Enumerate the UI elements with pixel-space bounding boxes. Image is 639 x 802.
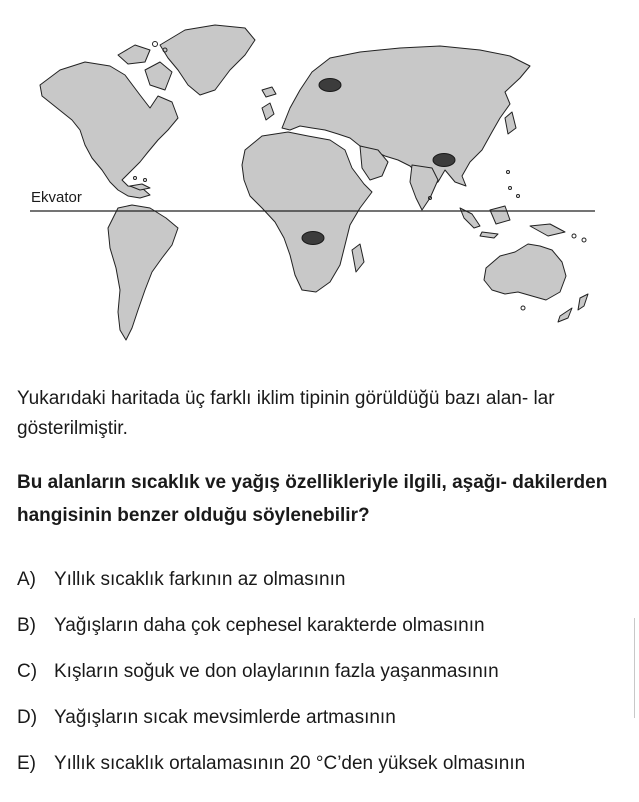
option-letter: B)	[17, 615, 36, 636]
small-island	[134, 177, 137, 180]
option-letter: A)	[17, 569, 36, 590]
option-e[interactable]	[17, 750, 627, 796]
option-text: Kışların soğuk ve don olaylarının fazla yaşanmasının	[54, 661, 499, 682]
option-text: Yıllık sıcaklık ortalamasının 20 °C’den yüksek olmasının	[54, 753, 526, 774]
option-letter: D)	[17, 707, 38, 728]
british-isles	[262, 103, 274, 120]
option-text: Yıllık sıcaklık farkının az olmasının	[54, 569, 346, 590]
borneo	[490, 206, 510, 224]
equator-label: Ekvator	[31, 189, 82, 206]
small-island	[144, 179, 147, 182]
option-b[interactable]	[17, 612, 627, 658]
baffin-island	[145, 62, 172, 90]
small-island	[572, 234, 576, 238]
madagascar	[352, 244, 364, 272]
japan	[505, 112, 516, 134]
new-guinea	[530, 224, 565, 236]
option-c[interactable]	[17, 658, 627, 704]
india	[410, 165, 438, 210]
australia	[484, 244, 566, 300]
small-island	[153, 42, 158, 47]
question-text: Bu alanların sıcaklık ve yağış özellikleriyle ilgili, aşağı- dakilerden hangisinin benzer olduğu söylenebilir?	[17, 472, 608, 526]
intro-text: Yukarıdaki haritada üç farklı iklim tipinin görüldüğü bazı alan- lar gösterilmiştir.	[17, 388, 555, 439]
small-island	[507, 171, 510, 174]
world-map	[0, 0, 639, 360]
marker-south-asia	[433, 154, 455, 167]
small-island	[509, 187, 512, 190]
small-island	[521, 306, 525, 310]
java	[480, 232, 498, 238]
option-letter: E)	[17, 753, 36, 774]
page-edge-mark	[634, 618, 635, 718]
marker-europe	[319, 79, 341, 92]
iceland	[262, 87, 276, 97]
answer-options	[17, 566, 627, 796]
option-text: Yağışların sıcak mevsimlerde artmasının	[54, 707, 396, 728]
small-island	[582, 238, 586, 242]
option-text: Yağışların daha çok cephesel karakterde olmasının	[54, 615, 485, 636]
small-island	[517, 195, 520, 198]
option-d[interactable]	[17, 704, 627, 750]
marker-central-africa	[302, 232, 324, 245]
south-america	[108, 205, 178, 340]
arctic-islands	[118, 45, 150, 64]
africa	[242, 132, 372, 292]
new-zealand	[578, 294, 588, 310]
greenland	[160, 25, 255, 95]
option-a[interactable]	[17, 566, 627, 612]
new-zealand-south	[558, 308, 572, 322]
option-letter: C)	[17, 661, 38, 682]
world-map-svg	[0, 0, 639, 360]
